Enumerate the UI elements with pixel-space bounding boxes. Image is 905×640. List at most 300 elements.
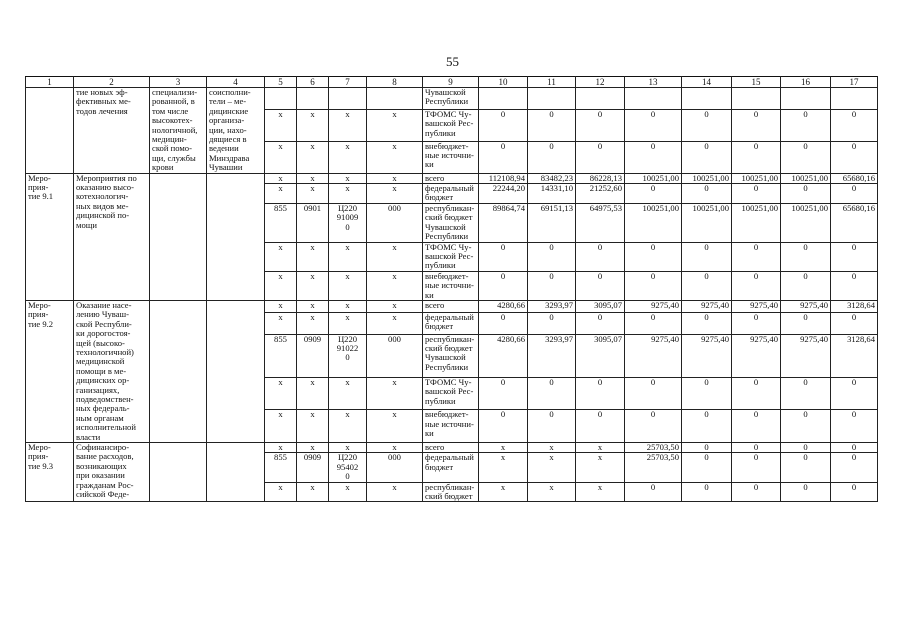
column-number: 17	[831, 77, 878, 88]
code-line: х	[345, 141, 350, 151]
funding-source	[423, 88, 479, 110]
amount-cell: 0	[831, 242, 878, 271]
amount-cell: х	[479, 443, 528, 453]
amount-cell: 0	[625, 184, 682, 204]
col5-value: х	[265, 443, 297, 453]
amount-cell: 0	[479, 312, 528, 334]
source-line: внебюджет-	[425, 271, 469, 281]
measure-name	[74, 300, 150, 442]
source-line: республикан-	[425, 334, 475, 344]
col8-value: х	[367, 443, 423, 453]
coexecutor-line: ведении	[209, 143, 239, 154]
col8-value: х	[367, 377, 423, 410]
column-number: 14	[682, 77, 732, 88]
col7-value	[329, 482, 367, 502]
funding-source	[423, 482, 479, 502]
col6-value: х	[297, 377, 329, 410]
amount-cell: 65680,16	[831, 203, 878, 242]
source-line: Республики	[425, 231, 469, 242]
amount-cell: 0	[831, 377, 878, 410]
amount-cell: 0	[831, 312, 878, 334]
source-line: публики	[425, 395, 456, 406]
name-line: дицинских ор-	[76, 375, 130, 386]
col7-value	[329, 184, 367, 204]
amount-cell: 9275,40	[625, 334, 682, 377]
amount-cell: 0	[682, 271, 732, 300]
col5-value: х	[265, 377, 297, 410]
col7-value	[329, 109, 367, 141]
code-line: х	[345, 271, 350, 281]
name-line: исполнительной	[76, 422, 136, 433]
source-line: внебюджет-	[425, 409, 469, 420]
amount-cell: 0	[479, 242, 528, 271]
amount-cell: 0	[682, 141, 732, 173]
col6-value: х	[297, 173, 329, 183]
source-line: ки	[425, 428, 434, 439]
amount-cell: 0	[682, 109, 732, 141]
source-line: республикан-	[425, 482, 475, 492]
amount-cell: 9275,40	[682, 300, 732, 312]
amount-cell: 0	[732, 377, 781, 410]
col7-value	[329, 300, 367, 312]
column-number: 3	[150, 77, 207, 88]
col5-value: 855	[265, 453, 297, 482]
empty-cell	[297, 88, 329, 110]
amount-cell: 0	[576, 312, 625, 334]
col8-value: х	[367, 141, 423, 173]
amount-cell: 100251,00	[625, 203, 682, 242]
funding-source	[423, 300, 479, 312]
col8-value: 000	[367, 203, 423, 242]
col5-value: х	[265, 271, 297, 300]
source-line: внебюджет-	[425, 141, 469, 151]
amount-cell: х	[528, 482, 576, 502]
measure-code	[26, 173, 74, 300]
source-line: ные источни-	[425, 150, 474, 161]
code-line: 95402	[336, 461, 359, 472]
col8-value: х	[367, 173, 423, 183]
col7-value	[329, 443, 367, 453]
name-line: ных видов ме-	[76, 200, 129, 211]
source-line: всего	[425, 300, 445, 310]
empty-cell	[367, 88, 423, 110]
amount-cell: 9275,40	[781, 300, 831, 312]
name-line: возникающих	[76, 460, 127, 471]
col5-value: х	[265, 410, 297, 443]
table-row	[26, 443, 878, 453]
amount-cell: 0	[781, 109, 831, 141]
funding-source	[423, 109, 479, 141]
name-line: ных федераль-	[76, 403, 130, 414]
responsible-cell	[150, 88, 207, 174]
code-line: Меро-	[28, 173, 51, 183]
col6-value: х	[297, 242, 329, 271]
source-line: ные источни-	[425, 418, 474, 429]
col8-value: х	[367, 482, 423, 502]
amount-cell: 100251,00	[781, 203, 831, 242]
source-line: ТФОМС Чу-	[425, 109, 472, 119]
column-number: 13	[625, 77, 682, 88]
funding-source	[423, 443, 479, 453]
col5-value: х	[265, 242, 297, 271]
amount-cell: 9275,40	[781, 334, 831, 377]
amount-cell: 0	[576, 410, 625, 443]
col6-value: х	[297, 300, 329, 312]
funding-source	[423, 242, 479, 271]
amount-cell: 0	[831, 482, 878, 502]
name-line: ганизациях,	[76, 384, 120, 395]
amount-cell: 100251,00	[732, 173, 781, 183]
amount-cell: 0	[831, 410, 878, 443]
funding-source	[423, 271, 479, 300]
col6-value: х	[297, 271, 329, 300]
column-number: 8	[367, 77, 423, 88]
funding-source	[423, 173, 479, 183]
amount-cell: 0	[625, 312, 682, 334]
col6-value: 0909	[297, 453, 329, 482]
name-line: мощи	[76, 219, 97, 230]
column-number: 11	[528, 77, 576, 88]
funding-source	[423, 312, 479, 334]
amount-cell: 0	[682, 377, 732, 410]
amount-cell: 0	[732, 184, 781, 204]
amount-cell: 0	[831, 109, 878, 141]
col8-value: 000	[367, 334, 423, 377]
source-line: федеральный	[425, 312, 474, 322]
source-line: республикан-	[425, 203, 475, 213]
name-line: вание расходов,	[76, 451, 134, 462]
column-number: 16	[781, 77, 831, 88]
coexecutor-cell	[207, 88, 265, 174]
amount-cell: 0	[528, 312, 576, 334]
amount-cell: х	[528, 443, 576, 453]
budget-table	[25, 76, 878, 502]
source-line: федеральный	[425, 183, 474, 194]
amount-cell: 14331,10	[528, 184, 576, 204]
coexecutor-line: тели – ме-	[209, 96, 247, 107]
coexecutor-line: ции, нахо-	[209, 124, 247, 135]
col5-value: х	[265, 109, 297, 141]
column-number: 1	[26, 77, 74, 88]
column-number: 10	[479, 77, 528, 88]
empty-cell	[329, 88, 367, 110]
code-line: х	[345, 183, 350, 194]
amount-cell: 0	[479, 141, 528, 173]
name-line: помощи в ме-	[76, 365, 127, 376]
code-line: х	[345, 312, 350, 322]
col6-value: х	[297, 482, 329, 502]
code-line: прия-	[28, 182, 49, 193]
measure-code	[26, 443, 74, 502]
funding-source	[423, 141, 479, 173]
amount-cell: 0	[625, 141, 682, 173]
amount-cell: 0	[732, 410, 781, 443]
amount-cell: 65680,16	[831, 173, 878, 183]
code-line: х	[345, 442, 350, 453]
name-line: Мероприятия по	[76, 173, 137, 183]
amount-cell: 0	[625, 482, 682, 502]
responsible-cell	[150, 443, 207, 502]
col6-value: 0909	[297, 334, 329, 377]
source-line: публики	[425, 127, 456, 138]
amount-cell: 0	[732, 312, 781, 334]
col7-value	[329, 271, 367, 300]
code-line: х	[345, 300, 350, 310]
amount-cell: 0	[732, 482, 781, 502]
source-line: ский бюджет	[425, 212, 473, 223]
col6-value: х	[297, 141, 329, 173]
col5-value: х	[265, 173, 297, 183]
coexecutor-line: дицинские	[209, 105, 249, 116]
amount-cell: 0	[831, 184, 878, 204]
amount-cell: 25703,50	[625, 443, 682, 453]
column-number: 12	[576, 77, 625, 88]
source-line: вашской Рес-	[425, 250, 474, 261]
source-line: всего	[425, 173, 445, 183]
amount-cell: 0	[625, 410, 682, 443]
amount-cell: 0	[831, 271, 878, 300]
amount-cell: 3095,07	[576, 334, 625, 377]
code-cell	[26, 88, 74, 174]
amount-cell: 0	[781, 482, 831, 502]
amount-cell: 0	[682, 184, 732, 204]
amount-cell: 0	[682, 312, 732, 334]
amount-cell: 100251,00	[732, 203, 781, 242]
source-line: ский бюджет	[425, 343, 473, 354]
source-line: публики	[425, 260, 456, 271]
amount-cell: 0	[732, 109, 781, 141]
responsible-line: рованной, в	[152, 96, 195, 107]
col6-value: х	[297, 184, 329, 204]
col7-value	[329, 312, 367, 334]
amount-cell: 0	[781, 377, 831, 410]
source-line: ский бюджет	[425, 491, 473, 502]
code-line: прия-	[28, 451, 49, 462]
name-line: лению Чуваш-	[76, 309, 129, 320]
name-line: щей (высоко-	[76, 337, 125, 348]
amount-cell: 0	[682, 453, 732, 482]
amount-cell: 9275,40	[732, 300, 781, 312]
amount-cell: 0	[682, 242, 732, 271]
measure-name	[74, 173, 150, 300]
amount-cell: 3293,97	[528, 334, 576, 377]
col8-value: х	[367, 242, 423, 271]
source-line: бюджет	[425, 320, 454, 331]
funding-source	[423, 410, 479, 443]
amount-cell: 100251,00	[682, 173, 732, 183]
source-line: Чувашской	[425, 87, 466, 97]
name-line: сийской Феде-	[76, 489, 130, 500]
amount-cell: 0	[732, 453, 781, 482]
amount-cell: 0	[479, 377, 528, 410]
col8-value: х	[367, 300, 423, 312]
col7-value	[329, 410, 367, 443]
source-line: бюджет	[425, 192, 454, 203]
col6-value: х	[297, 109, 329, 141]
code-line: 0	[345, 352, 350, 363]
coexecutor-cell	[207, 300, 265, 442]
funding-source	[423, 334, 479, 377]
amount-cell: 86228,13	[576, 173, 625, 183]
name-line: технологичной)	[76, 346, 134, 357]
amount-cell: х	[528, 453, 576, 482]
responsible-line: том числе	[152, 105, 189, 116]
col8-value: х	[367, 410, 423, 443]
name-line: Оказание насе-	[76, 300, 132, 310]
col5-value: х	[265, 312, 297, 334]
source-line: ки	[425, 289, 434, 300]
empty-cell	[625, 88, 682, 110]
coexecutor-line: дящиеся в	[209, 134, 247, 145]
source-line: ные источни-	[425, 280, 474, 291]
code-line: Ц220	[337, 203, 358, 213]
funding-source	[423, 377, 479, 410]
amount-cell: 0	[625, 377, 682, 410]
amount-cell: 0	[528, 377, 576, 410]
responsible-line: ской помо-	[152, 143, 192, 154]
col5-value: х	[265, 300, 297, 312]
name-line: дицинской по-	[76, 210, 130, 221]
amount-cell: х	[576, 482, 625, 502]
funding-source	[423, 453, 479, 482]
col6-value: х	[297, 312, 329, 334]
column-number: 6	[297, 77, 329, 88]
column-number: 5	[265, 77, 297, 88]
amount-cell: х	[576, 443, 625, 453]
amount-cell: х	[576, 453, 625, 482]
amount-cell: 0	[732, 242, 781, 271]
code-line: 0	[345, 221, 350, 232]
col7-value	[329, 453, 367, 482]
amount-cell: 0	[831, 443, 878, 453]
amount-cell: 22244,20	[479, 184, 528, 204]
col7-value	[329, 242, 367, 271]
code-line: 91022	[336, 343, 359, 354]
code-line: прия-	[28, 309, 49, 320]
coexecutor-line: организа-	[209, 115, 245, 126]
code-line: Меро-	[28, 300, 51, 310]
empty-cell	[576, 88, 625, 110]
amount-cell: 0	[781, 242, 831, 271]
col7-value	[329, 141, 367, 173]
amount-cell: 4280,66	[479, 300, 528, 312]
col8-value: х	[367, 184, 423, 204]
col8-value: 000	[367, 453, 423, 482]
table-row	[26, 88, 878, 110]
amount-cell: 0	[625, 271, 682, 300]
amount-cell: 100251,00	[682, 203, 732, 242]
source-line: ТФОМС Чу-	[425, 242, 472, 252]
amount-cell: 3095,07	[576, 300, 625, 312]
amount-cell: 0	[781, 453, 831, 482]
code-line: х	[345, 173, 350, 183]
table-row	[26, 173, 878, 183]
name-line: тие новых эф-	[76, 87, 128, 97]
amount-cell: 3128,64	[831, 300, 878, 312]
name-line: при оказании	[76, 470, 125, 481]
column-number: 7	[329, 77, 367, 88]
amount-cell: 0	[576, 377, 625, 410]
col6-value: х	[297, 443, 329, 453]
amount-cell: 25703,50	[625, 453, 682, 482]
name-line: ской Республи-	[76, 318, 132, 329]
amount-cell: 0	[781, 271, 831, 300]
amount-cell: 0	[831, 141, 878, 173]
amount-cell: 4280,66	[479, 334, 528, 377]
empty-cell	[781, 88, 831, 110]
name-line: ным органам	[76, 412, 124, 423]
amount-cell: 0	[781, 312, 831, 334]
amount-cell: 100251,00	[625, 173, 682, 183]
amount-cell: 0	[781, 184, 831, 204]
name-line: фективных ме-	[76, 96, 131, 107]
name-line: ки дорогостоя-	[76, 328, 131, 339]
measure-name	[74, 443, 150, 502]
coexecutor-line: Минздрава	[209, 152, 250, 163]
measure-code	[26, 300, 74, 442]
amount-cell: 0	[528, 242, 576, 271]
amount-cell: 21252,60	[576, 184, 625, 204]
col8-value: х	[367, 312, 423, 334]
code-line: х	[345, 482, 350, 492]
code-line: Ц220	[337, 334, 358, 344]
amount-cell: 0	[528, 109, 576, 141]
source-line: Чувашской	[425, 352, 466, 363]
column-number: 15	[732, 77, 781, 88]
amount-cell: 64975,53	[576, 203, 625, 242]
coexecutor-cell	[207, 443, 265, 502]
code-line: Ц220	[337, 452, 358, 463]
col8-value: х	[367, 271, 423, 300]
amount-cell: 9275,40	[625, 300, 682, 312]
amount-cell: 3293,97	[528, 300, 576, 312]
amount-cell: 0	[576, 109, 625, 141]
amount-cell: 0	[625, 242, 682, 271]
responsible-line: специализи-	[152, 87, 198, 97]
amount-cell: 0	[528, 141, 576, 173]
col5-value: х	[265, 184, 297, 204]
source-line: бюджет	[425, 461, 454, 472]
col5-value: х	[265, 482, 297, 502]
col6-value: х	[297, 410, 329, 443]
code-line: тие 9.2	[28, 318, 54, 329]
amount-cell: 0	[781, 141, 831, 173]
code-line: тие 9.3	[28, 460, 54, 471]
name-line: Софинансиро-	[76, 442, 130, 453]
source-line: вашской Рес-	[425, 386, 474, 397]
empty-cell	[831, 88, 878, 110]
coexecutor-cell	[207, 173, 265, 300]
source-line: вашской Рес-	[425, 118, 474, 129]
amount-cell: 0	[576, 141, 625, 173]
responsible-cell	[150, 300, 207, 442]
code-line: 91009	[336, 212, 359, 223]
table-row	[26, 300, 878, 312]
amount-cell: 0	[682, 482, 732, 502]
amount-cell: 0	[732, 443, 781, 453]
empty-cell	[265, 88, 297, 110]
amount-cell: х	[479, 482, 528, 502]
code-line: тие 9.1	[28, 191, 54, 202]
source-line: Республики	[425, 361, 469, 372]
amount-cell: 0	[732, 271, 781, 300]
amount-cell: х	[479, 453, 528, 482]
amount-cell: 0	[528, 271, 576, 300]
name-cell	[74, 88, 150, 174]
col7-value	[329, 377, 367, 410]
page-number: 55	[446, 54, 459, 69]
amount-cell: 83482,23	[528, 173, 576, 183]
